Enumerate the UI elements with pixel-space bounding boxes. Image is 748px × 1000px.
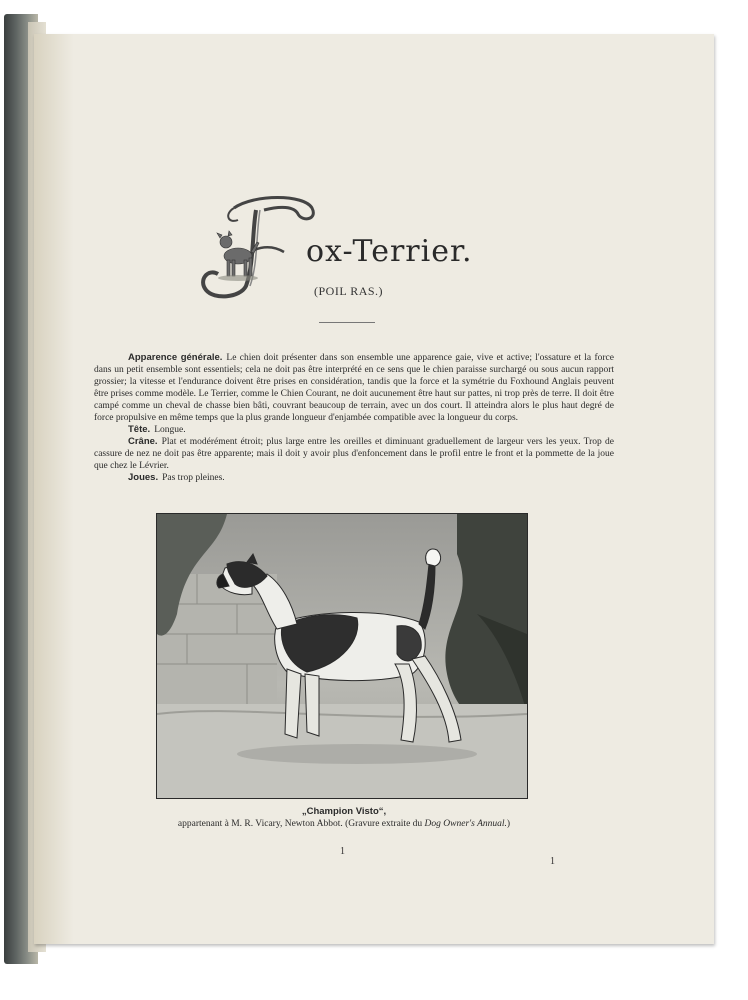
fox-terrier-illustration [157,514,527,798]
caption-credit-suffix: ) [506,819,511,829]
page-number-center: 1 [340,846,345,857]
dog-engraving-plate [156,513,528,799]
term-label: Crâne. [128,436,158,447]
title-text: ox-Terrier. [306,234,473,269]
paragraph-joues [94,472,614,484]
plate-caption [134,806,554,830]
term-label: Apparence générale. [128,352,223,363]
caption-source-title: Dog Owner's Annual. [424,819,507,829]
paragraph-tete [94,424,614,436]
divider [319,322,375,323]
breed-standard-text [94,352,614,484]
caption-credit-prefix: appartenant à M. R. Vicary, Newton Abbot. (Gravure extraite du [177,819,425,829]
paragraph-text: Plat et modérément étroit; plus large entre les oreilles et diminuant graduellement de largeur vers les yeux. Trop de cassure de nez ne doit pas être apparente; mais il doit y avoir plus d'enfoncement dans le profil entre le front et la pommette de la joue que chez le Lévrier. [94,437,614,471]
caption-credit [134,818,554,830]
book-page [34,34,714,944]
page-number-right: 1 [550,856,555,867]
paragraph-crane [94,436,614,472]
term-label: Tête. [128,424,151,435]
subtitle: (POIL RAS.) [314,284,384,298]
paragraph-text: Pas trop pleines. [162,473,225,483]
paragraph-apparence [94,352,614,424]
ornamental-initial-with-dog-icon [194,194,324,304]
paragraph-text: Longue. [154,425,186,435]
caption-title: „Champion Visto“, [301,806,387,817]
paragraph-text: Le chien doit présenter dans son ensemble une apparence gaie, vive et active; l'ossature et la force dans un petit ensemble sont essentiels; cela ne doit pas être interprété en ce sens que le chien paraisse surchargé ou sous aucun rapport grossier; la vitesse et l'endurance doivent être prises en considération, tandis que la force et la symétrie du Foxhound Anglais peuvent être prises comme modèle. Le Terrier, comme le Chien Courant, ne doit aucunement être haut sur pattes, ni trop près de terre. Il doit être campé comme un cheval de chasse bien bâti, couvrant beaucoup de terrain, avec un dos court. Il atteindra alors le plus haut degré de force propulsive en même temps que la plus grande longueur d'enjambée compatible avec la longueur du corps. [94,353,614,423]
term-label: Joues. [128,472,159,483]
